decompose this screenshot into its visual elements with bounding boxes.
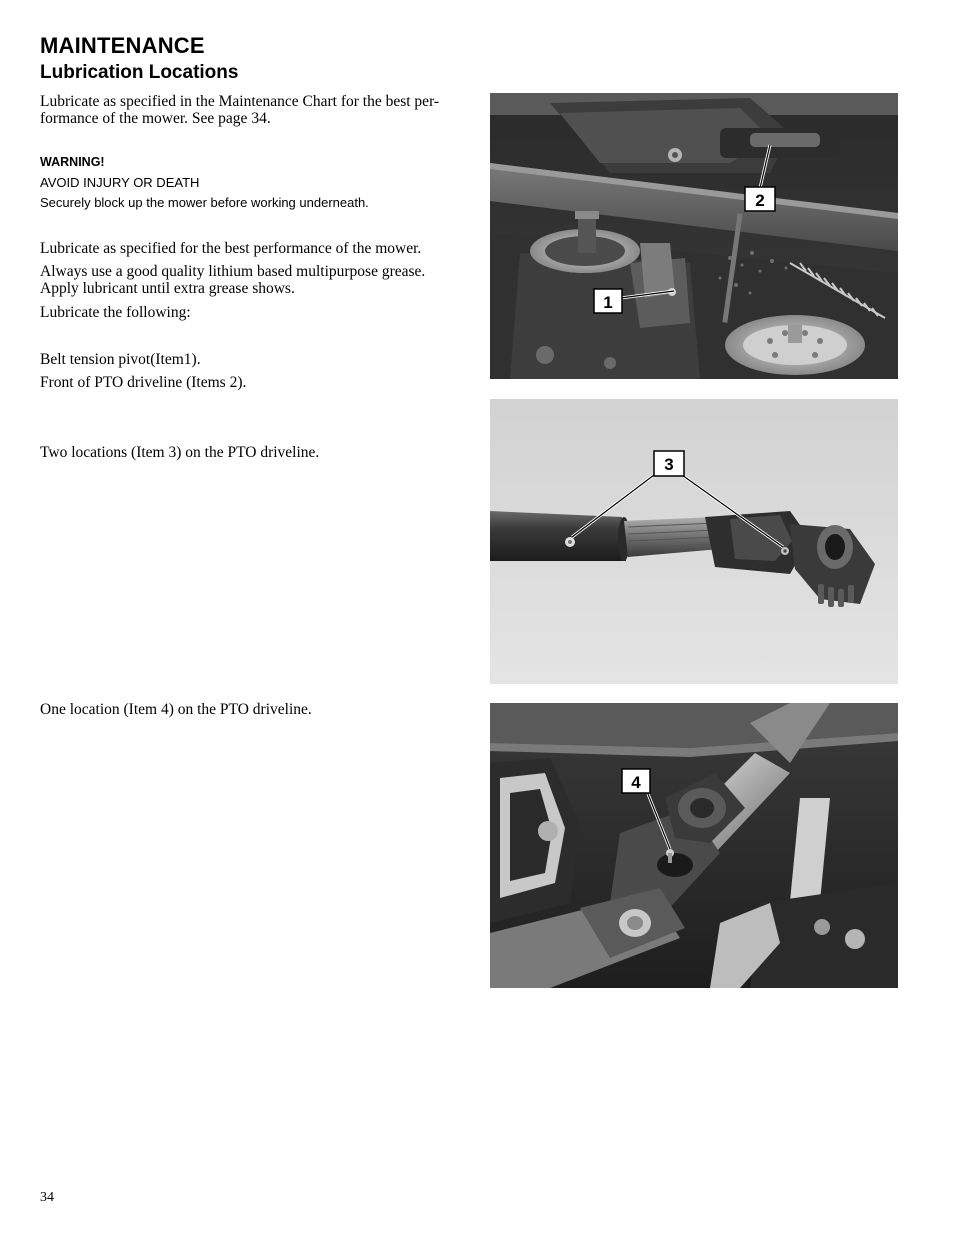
item-4-text: One location (Item 4) on the PTO driveline.	[40, 701, 312, 718]
instruction-paragraph-3: Lubricate the following:	[40, 304, 191, 321]
callout-4-label: 4	[631, 773, 641, 792]
intro-line-2: formance of the mower. See page 34.	[40, 110, 271, 127]
item-2-text: Front of PTO driveline (Items 2).	[40, 374, 247, 391]
instruction-paragraph-2-line-2: Apply lubricant until extra grease shows.	[40, 280, 295, 297]
photo-pto-driveline	[490, 399, 898, 684]
callout-3-label: 3	[664, 455, 674, 474]
photo-pto-driveline-item-4	[490, 703, 898, 988]
section-subtitle: Lubrication Locations	[40, 62, 239, 83]
warning-line-2: Securely block up the mower before working underneath.	[40, 195, 369, 210]
instruction-paragraph-2-line-1: Always use a good quality lithium based multipurpose grease.	[40, 263, 426, 280]
photo-belt-tension-pivot	[490, 93, 898, 379]
intro-line-1: Lubricate as specified in the Maintenance Chart for the best per-	[40, 93, 440, 110]
page-number: 34	[40, 1190, 54, 1205]
warning-heading: WARNING!	[40, 155, 105, 169]
section-title: MAINTENANCE	[40, 33, 205, 58]
callout-1-label: 1	[603, 293, 613, 312]
instruction-paragraph-1: Lubricate as specified for the best performance of the mower.	[40, 240, 422, 257]
callout-2-label: 2	[755, 191, 765, 210]
warning-line-1: AVOID INJURY OR DEATH	[40, 175, 200, 190]
item-3-text: Two locations (Item 3) on the PTO driveline.	[40, 444, 320, 461]
item-1-text: Belt tension pivot(Item1).	[40, 351, 201, 368]
